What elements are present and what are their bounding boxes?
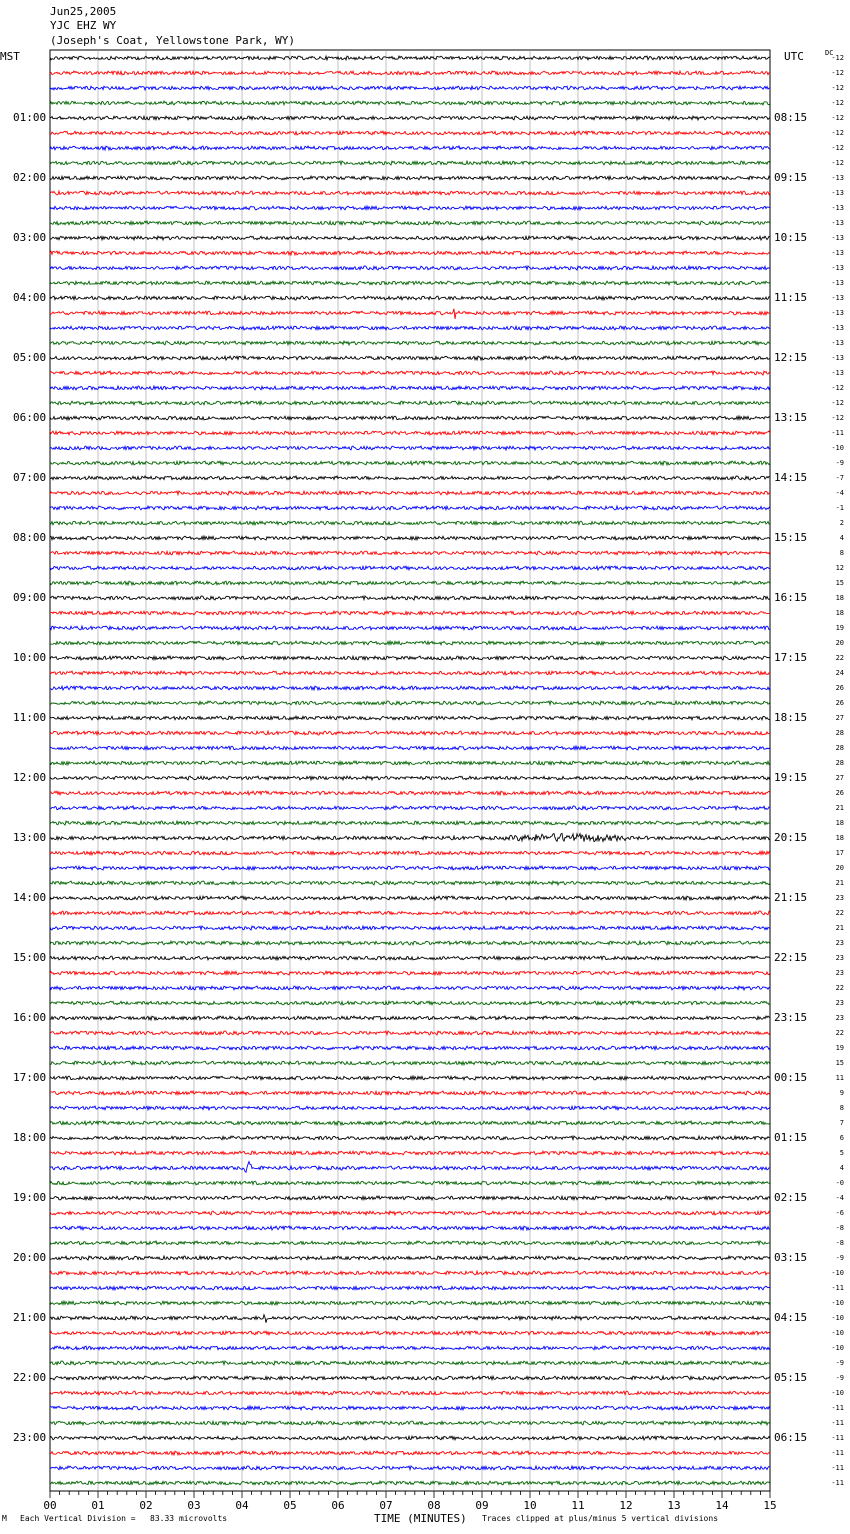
seismic-trace — [50, 551, 770, 555]
dc-offset-value: 18 — [835, 819, 844, 827]
mst-hour-label: 20:00 — [13, 1251, 47, 1264]
seismic-trace — [50, 1346, 770, 1350]
seismic-trace — [50, 881, 770, 885]
utc-hour-label: 06:15 — [774, 1431, 808, 1444]
x-tick-label: 15 — [763, 1499, 777, 1512]
dc-offset-value: 15 — [835, 579, 844, 587]
seismic-trace — [50, 1301, 770, 1305]
x-tick-label: 05 — [283, 1499, 297, 1512]
utc-hour-label: 02:15 — [774, 1191, 808, 1204]
plot-date: Jun25,2005 — [50, 5, 117, 18]
seismic-trace — [50, 701, 770, 705]
seismic-trace — [50, 821, 770, 825]
dc-offset-value: -13 — [831, 369, 844, 377]
mst-hour-label: 12:00 — [13, 771, 47, 784]
dc-offset-value: 20 — [835, 639, 844, 647]
mst-hour-label: 09:00 — [13, 591, 47, 604]
seismic-trace — [50, 596, 770, 600]
seismic-trace — [50, 671, 770, 675]
plot-frame — [50, 50, 770, 1491]
dc-offset-value: 23 — [835, 894, 844, 902]
x-tick-label: 04 — [235, 1499, 249, 1512]
seismic-trace — [50, 791, 770, 795]
utc-hour-label: 10:15 — [774, 231, 808, 244]
dc-offset-value: 22 — [835, 909, 844, 917]
seismic-trace — [50, 251, 770, 255]
mst-hour-label: 02:00 — [13, 171, 47, 184]
dc-offset-value: 26 — [835, 684, 844, 692]
seismic-trace — [50, 971, 770, 975]
dc-offset-value: 23 — [835, 939, 844, 947]
seismic-trace — [50, 746, 770, 750]
mst-hour-label: 13:00 — [13, 831, 47, 844]
dc-offset-value: -13 — [831, 204, 844, 212]
dc-offset-value: 24 — [835, 669, 844, 677]
seismic-trace — [50, 1361, 770, 1365]
seismic-trace — [50, 731, 770, 735]
dc-offset-value: 18 — [835, 834, 844, 842]
seismic-trace — [50, 401, 770, 405]
seismic-trace — [50, 1331, 770, 1335]
seismic-trace — [50, 1181, 770, 1185]
seismic-trace — [50, 176, 770, 180]
utc-hour-label: 09:15 — [774, 171, 808, 184]
dc-offset-value: -6 — [835, 1209, 844, 1217]
dc-offset-value: -13 — [831, 219, 844, 227]
dc-offset-value: -10 — [831, 1329, 844, 1337]
utc-hour-label: 00:15 — [774, 1071, 808, 1084]
seismic-trace — [50, 1391, 770, 1395]
seismic-trace — [50, 1061, 770, 1065]
utc-hour-label: 04:15 — [774, 1311, 808, 1324]
seismic-trace — [50, 296, 770, 300]
seismic-trace — [50, 446, 770, 450]
dc-offset-value: -13 — [831, 309, 844, 317]
dc-offset-value: -13 — [831, 294, 844, 302]
seismic-trace — [50, 1271, 770, 1275]
mst-hour-label: 11:00 — [13, 711, 47, 724]
seismic-trace — [50, 236, 770, 240]
dc-offset-value: -11 — [831, 1284, 844, 1292]
dc-offset-value: -10 — [831, 444, 844, 452]
utc-hour-label: 15:15 — [774, 531, 808, 544]
seismic-trace — [50, 371, 770, 375]
dc-offset-header: DC — [825, 49, 834, 57]
dc-offset-value: -13 — [831, 174, 844, 182]
dc-offset-value: -12 — [831, 159, 844, 167]
x-tick-label: 06 — [331, 1499, 345, 1512]
seismic-trace — [50, 1106, 770, 1110]
dc-offset-value: 22 — [835, 984, 844, 992]
seismic-trace — [50, 341, 770, 345]
seismic-trace — [50, 761, 770, 765]
dc-offset-value: -4 — [835, 489, 844, 497]
dc-offset-value: 22 — [835, 1029, 844, 1037]
dc-offset-value: -11 — [831, 429, 844, 437]
utc-hour-label: 18:15 — [774, 711, 808, 724]
seismic-trace — [50, 626, 770, 630]
dc-offset-value: 26 — [835, 789, 844, 797]
seismic-trace — [50, 1001, 770, 1005]
mst-hour-label: 21:00 — [13, 1311, 47, 1324]
dc-offset-value: 4 — [839, 1164, 844, 1172]
dc-offset-value: -13 — [831, 249, 844, 257]
dc-offset-value: -12 — [831, 384, 844, 392]
utc-hour-label: 01:15 — [774, 1131, 808, 1144]
seismic-trace — [50, 581, 770, 585]
dc-offset-value: -12 — [831, 99, 844, 107]
mst-timezone-label: MST — [0, 50, 20, 63]
seismic-trace — [50, 1151, 770, 1155]
x-tick-label: 00 — [43, 1499, 57, 1512]
utc-hour-label: 08:15 — [774, 111, 808, 124]
mst-hour-label: 08:00 — [13, 531, 47, 544]
dc-offset-value: -11 — [831, 1404, 844, 1412]
dc-offset-value: -13 — [831, 324, 844, 332]
dc-offset-value: -12 — [831, 414, 844, 422]
dc-offset-value: 5 — [839, 1149, 844, 1157]
seismic-trace — [50, 686, 770, 690]
dc-offset-value: 12 — [835, 564, 844, 572]
dc-offset-value: -13 — [831, 264, 844, 272]
dc-offset-value: 28 — [835, 759, 844, 767]
utc-hour-label: 22:15 — [774, 951, 808, 964]
utc-hour-label: 23:15 — [774, 1011, 808, 1024]
dc-offset-value: 15 — [835, 1059, 844, 1067]
seismic-trace — [50, 521, 770, 525]
dc-offset-value: 8 — [839, 1104, 844, 1112]
utc-hour-label: 19:15 — [774, 771, 808, 784]
dc-offset-value: 23 — [835, 999, 844, 1007]
seismic-trace — [50, 656, 770, 660]
dc-offset-value: 8 — [839, 549, 844, 557]
x-tick-label: 03 — [187, 1499, 201, 1512]
dc-offset-value: 11 — [835, 1074, 844, 1082]
seismic-trace — [50, 461, 770, 465]
x-tick-label: 01 — [91, 1499, 105, 1512]
seismic-trace — [50, 641, 770, 645]
dc-offset-value: -9 — [835, 1254, 844, 1262]
dc-offset-value: 4 — [839, 534, 844, 542]
dc-offset-value: 6 — [839, 1134, 844, 1142]
utc-hour-label: 14:15 — [774, 471, 808, 484]
dc-offset-value: 27 — [835, 774, 844, 782]
mst-hour-label: 22:00 — [13, 1371, 47, 1384]
seismic-trace — [50, 491, 770, 495]
seismic-trace — [50, 866, 770, 870]
corner-mark: M — [2, 1514, 7, 1523]
seismic-trace — [50, 1136, 770, 1140]
mst-hour-label: 04:00 — [13, 291, 47, 304]
dc-offset-value: 21 — [835, 879, 844, 887]
dc-offset-value: 18 — [835, 609, 844, 617]
dc-offset-value: 23 — [835, 954, 844, 962]
dc-offset-value: -10 — [831, 1344, 844, 1352]
dc-offset-value: 7 — [839, 1119, 844, 1127]
dc-offset-value: -12 — [831, 114, 844, 122]
x-tick-label: 14 — [715, 1499, 729, 1512]
dc-offset-value: -12 — [831, 54, 844, 62]
mst-hour-label: 05:00 — [13, 351, 47, 364]
dc-offset-value: -13 — [831, 339, 844, 347]
dc-offset-value: -10 — [831, 1314, 844, 1322]
seismic-trace — [50, 806, 770, 810]
dc-offset-value: 21 — [835, 804, 844, 812]
dc-offset-value: 23 — [835, 1014, 844, 1022]
seismic-trace — [50, 416, 770, 420]
seismic-trace — [50, 833, 770, 841]
seismic-trace — [50, 506, 770, 510]
mst-hour-label: 18:00 — [13, 1131, 47, 1144]
seismic-trace — [50, 776, 770, 780]
seismic-trace — [50, 326, 770, 330]
utc-hour-label: 17:15 — [774, 651, 808, 664]
mst-hour-label: 19:00 — [13, 1191, 47, 1204]
seismic-trace — [50, 536, 770, 540]
dc-offset-value: -11 — [831, 1419, 844, 1427]
x-tick-label: 11 — [571, 1499, 585, 1512]
seismic-trace — [50, 1376, 770, 1380]
dc-offset-value: 21 — [835, 924, 844, 932]
mst-hour-label: 01:00 — [13, 111, 47, 124]
seismic-trace — [50, 1256, 770, 1260]
seismic-trace — [50, 1481, 770, 1485]
dc-offset-value: 19 — [835, 624, 844, 632]
seismic-trace — [50, 1196, 770, 1200]
seismic-trace — [50, 356, 770, 360]
seismic-trace — [50, 309, 770, 319]
dc-offset-value: 2 — [839, 519, 844, 527]
seismic-trace — [50, 1016, 770, 1020]
seismic-trace — [50, 56, 770, 60]
seismic-trace — [50, 911, 770, 915]
clip-note: Traces clipped at plus/minus 5 vertical divisions — [482, 1514, 719, 1523]
dc-offset-value: -12 — [831, 144, 844, 152]
seismic-trace — [50, 116, 770, 120]
dc-offset-value: -12 — [831, 399, 844, 407]
seismic-trace — [50, 1421, 770, 1425]
mst-hour-label: 23:00 — [13, 1431, 47, 1444]
utc-hour-label: 13:15 — [774, 411, 808, 424]
seismic-trace — [50, 941, 770, 945]
dc-offset-value: -12 — [831, 129, 844, 137]
mst-hour-label: 06:00 — [13, 411, 47, 424]
x-tick-label: 08 — [427, 1499, 441, 1512]
seismic-trace — [50, 131, 770, 135]
dc-offset-value: -13 — [831, 234, 844, 242]
dc-offset-value: 28 — [835, 744, 844, 752]
dc-offset-value: -9 — [835, 459, 844, 467]
seismic-trace — [50, 1226, 770, 1230]
seismic-trace — [50, 71, 770, 75]
seismic-trace — [50, 281, 770, 285]
x-tick-label: 12 — [619, 1499, 633, 1512]
seismic-trace — [50, 611, 770, 615]
dc-offset-value: 26 — [835, 699, 844, 707]
mst-hour-label: 16:00 — [13, 1011, 47, 1024]
mst-hour-label: 15:00 — [13, 951, 47, 964]
seismic-trace — [50, 956, 770, 960]
utc-hour-label: 12:15 — [774, 351, 808, 364]
dc-offset-value: 20 — [835, 864, 844, 872]
seismic-trace — [50, 1315, 770, 1323]
seismic-trace — [50, 431, 770, 435]
seismic-trace — [50, 1286, 770, 1290]
dc-offset-value: 28 — [835, 729, 844, 737]
dc-offset-value: 27 — [835, 714, 844, 722]
seismic-trace — [50, 1211, 770, 1215]
utc-hour-label: 21:15 — [774, 891, 808, 904]
seismic-trace — [50, 851, 770, 855]
x-tick-label: 09 — [475, 1499, 489, 1512]
dc-offset-value: -11 — [831, 1464, 844, 1472]
dc-offset-value: -11 — [831, 1449, 844, 1457]
dc-offset-value: -9 — [835, 1374, 844, 1382]
seismic-trace — [50, 146, 770, 150]
dc-offset-value: -7 — [835, 474, 844, 482]
seismic-trace — [50, 1076, 770, 1080]
utc-hour-label: 03:15 — [774, 1251, 808, 1264]
seismic-trace — [50, 86, 770, 90]
seismic-trace — [50, 926, 770, 930]
seismic-trace — [50, 1091, 770, 1095]
dc-offset-value: -1 — [835, 504, 844, 512]
dc-offset-value: -8 — [835, 1239, 844, 1247]
station-location: (Joseph's Coat, Yellowstone Park, WY) — [50, 34, 296, 47]
seismic-trace — [50, 1241, 770, 1245]
mst-hour-label: 17:00 — [13, 1071, 47, 1084]
dc-offset-value: -11 — [831, 1434, 844, 1442]
seismic-trace — [50, 1046, 770, 1050]
station-code: YJC EHZ WY — [50, 19, 117, 32]
x-tick-label: 02 — [139, 1499, 153, 1512]
seismic-trace — [50, 566, 770, 570]
dc-offset-value: -10 — [831, 1299, 844, 1307]
utc-hour-label: 20:15 — [774, 831, 808, 844]
mst-hour-label: 10:00 — [13, 651, 47, 664]
dc-offset-value: 9 — [839, 1089, 844, 1097]
seismic-trace — [50, 161, 770, 165]
seismic-trace — [50, 206, 770, 210]
dc-offset-value: 23 — [835, 969, 844, 977]
seismic-trace — [50, 1451, 770, 1455]
dc-offset-value: -10 — [831, 1389, 844, 1397]
mst-hour-label: 07:00 — [13, 471, 47, 484]
seismic-trace — [50, 1121, 770, 1125]
scale-note: Each Vertical Division = 83.33 microvolts — [20, 1514, 228, 1523]
seismic-trace — [50, 221, 770, 225]
mst-hour-label: 03:00 — [13, 231, 47, 244]
utc-hour-label: 11:15 — [774, 291, 808, 304]
seismic-trace — [50, 101, 770, 105]
seismic-trace — [50, 986, 770, 990]
seismic-trace — [50, 266, 770, 270]
x-tick-label: 10 — [523, 1499, 537, 1512]
x-tick-label: 13 — [667, 1499, 681, 1512]
seismic-trace — [50, 476, 770, 480]
dc-offset-value: -10 — [831, 1269, 844, 1277]
dc-offset-value: -11 — [831, 1479, 844, 1487]
dc-offset-value: -13 — [831, 279, 844, 287]
seismic-trace — [50, 191, 770, 195]
utc-timezone-label: UTC — [784, 50, 804, 63]
seismic-trace — [50, 896, 770, 900]
dc-offset-value: -13 — [831, 354, 844, 362]
x-tick-label: 07 — [379, 1499, 393, 1512]
seismic-trace — [50, 716, 770, 720]
seismic-trace — [50, 1031, 770, 1035]
dc-offset-value: -4 — [835, 1194, 844, 1202]
dc-offset-value: 19 — [835, 1044, 844, 1052]
x-axis-title: TIME (MINUTES) — [374, 1512, 467, 1525]
dc-offset-value: 22 — [835, 654, 844, 662]
dc-offset-value: -12 — [831, 69, 844, 77]
dc-offset-value: 17 — [835, 849, 844, 857]
seismic-trace — [50, 1466, 770, 1470]
dc-offset-value: -13 — [831, 189, 844, 197]
seismic-trace — [50, 1406, 770, 1410]
dc-offset-value: -8 — [835, 1224, 844, 1232]
seismic-trace — [50, 1162, 770, 1173]
utc-hour-label: 16:15 — [774, 591, 808, 604]
dc-offset-value: -0 — [835, 1179, 844, 1187]
dc-offset-value: -12 — [831, 84, 844, 92]
seismic-trace — [50, 386, 770, 390]
mst-hour-label: 14:00 — [13, 891, 47, 904]
seismic-trace — [50, 1436, 770, 1440]
dc-offset-value: -9 — [835, 1359, 844, 1367]
dc-offset-value: 18 — [835, 594, 844, 602]
utc-hour-label: 05:15 — [774, 1371, 808, 1384]
